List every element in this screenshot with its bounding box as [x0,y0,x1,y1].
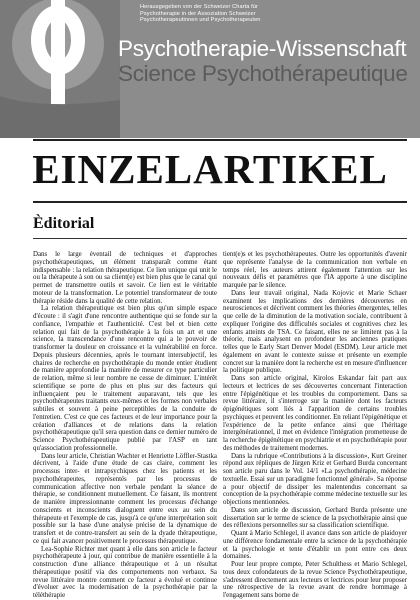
paragraph: Lea-Sophie Richter met quant à elle dans son article le facteur psychothérapeute à jour, qui contribue de manière essentielle à la construction d'une alliance thérapeutique et à un résultat thérapeutique positif via des comportements non verbaux. Sa revue littéraire montre comment ce facteur a évolué et continue d'évoluer avec la modernisation de la psychothérapie par la téléthérapie [33,545,217,599]
paragraph: Pour leur propre compte, Peter Schulthess et Mario Schlegel, tous deux cofondateurs de la revue Science Psychothérapeutique, s'adressent directement aux lecteurs et lectrices pour leur proposer une rétrospective de la revue avant de rendre hommage à l'engagement sans borne de [223,561,407,599]
section-divider [33,238,407,239]
journal-title-de: Psychotherapie-Wissenschaft [118,36,407,61]
publisher-line: Psychotherapeutinnen und Psychotherapeuten [140,17,261,24]
charta-logo-icon [0,0,120,138]
paragraph: Dans son article original, Kirolos Eskandar fait part aux lecteurs et lectrices de ses découvertes concernant l'interaction entre l'épigénétique et les troubles du comportement. Dans sa revue littéraire, il s'interroge sur la manière dont les facteurs épigénétiques sont liés à l'apparition de certains troubles psychiques et peuvent les conditionner. En reliant l'épigénétique et l'expérience de la petite enfance ainsi que l'héritage intergénérationnel, il met en évidence l'intégration prometteuse de la recherche épigénétique en psychiatrie et en psychothérapie pour des méthodes de traitement modernes. [223,375,407,452]
paragraph: Dans le large éventail de techniques et d'approches psychothérapeutiques, un élément transparaît comme étant indispensable : la relation thérapeutique. Ce lien unique qui unit le ou la thérapeute à son ou sa client(e) est bien plus que le canal qui permet de transmettre outils et savoir. Ce lien est le véritable moteur de la transformation. Le potentiel transformateur de toute thérapie réside dans la qualité de cette relation. [33,251,217,305]
rubric-title: EINZELARTIKEL [32,146,388,192]
paragraph: Dans leur article, Christian Wachter et Henriette Löffler-Stastka décrivent, à l'aide d'une étude de cas claire, comment les processus inter- et intrapsychiques chez les patients et les psychothérapeutes, représentés par les processus de communication affective non verbale pendant la séance de thérapie, se conditionnent mutuellement. Ce faisant, ils montrent de manière impressionnante comment les processus d'échange conscients et inconscients dialoguent entre eux au sein du thérapeute et l'exemple de cas, jusqu'à ce qu'une interprétation soit possible sur la base d'une analyse précise de la dynamique de transfert et de contre-transfert au sein de la dyade thérapeutique, ce qui fait avancer positivement le processus thérapeutique. [33,452,217,545]
journal-title-fr: Science Psychothérapeutique [118,61,408,86]
paragraph: Dans la rubrique «Contributions à la discussion», Kurt Greiner répond aux répliques de Jürgen Kriz et Gerhard Burda concernant son article paru dans le Vol. 14/1 «La psychothérapie, médecine textuelle. Essai sur un paradigme fonctionnel général». Sa réponse a pour objectif de dissiper les malentendus concernant sa conception de la psychothérapie comme médecine textuelle sur les objections mentionnées. [223,452,407,506]
right-column [223,251,407,600]
rubric-bottom-rule [33,201,407,203]
left-column [33,251,217,600]
paragraph: Quant à Mario Schlegel, il avance dans son article de plaidoyer une différence fondamentale entre la science de la psychothérapie et la psychologie et tente d'établir un pont entre ces deux domaines. [223,530,407,561]
paragraph: Dans leur travail original, Nada Kojovic et Marie Schaer examinent les implications des dernières découvertes en neurosciences et décrivent comment les théories émergentes, telles que celle de la diminution de la motivation sociale, contribuent à expliquer l'origine des difficultés sociales et cognitives chez les enfants atteints de TSA. Ce faisant, elles ne se limitent pas à la théorie, mais analysent en profondeur les anciennes pratiques telles que le Early Start Denver Model (ESDM). Leur article met également en avant le contexte suisse et présente un exemple concret sur la manière dont la recherche est en mesure d'influencer la politique publique. [223,289,407,375]
section-title: Èditorial [33,215,95,232]
publisher-note [140,4,415,24]
paragraph: Dans son article de discussion, Gerhard Burda présente une dissertation sur le terme de science de la psychothérapie ainsi que des réflexions personnelles sur sa classification scientifique. [223,506,407,530]
publisher-line: Herausgegeben von der Schweizer Charta für [140,4,259,10]
article-body [33,251,407,600]
journal-banner [0,0,420,138]
publisher-line: Psychotherapie in der Assoziation Schweizer [140,10,256,17]
paragraph: La relation thérapeutique est bien plus qu'un simple espace d'écoute : il s'agit d'une rencontre authentique qui se fonde sur la confiance, l'empathie et l'authenticité. C'est bel et bien cette relation qui fait de la psychothérapie à la fois un art et une science, la transcendance d'une rencontre qui a le pouvoir de transformer la douleur en croissance et la vulnérabilité en force. Depuis plusieurs décennies, après le tournant intersubjectif, les chaires de recherche en psychothérapie du monde entier étudient de manière approfondie la manière de mesurer ce type particulier de relation, même si leur nombre ne cesse de diminuer. L'intérêt scientifique se porte de plus en plus sur des facteurs qui influençaient peu le traitement auparavant, tels que les psychothérapeutes traitants eux-mêmes et les formes non verbales subtiles et souvent à peine perceptibles de la conduite de l'entretien. C'est ce que ces facteurs et de leur importance pour la création d'alliances et de relations dans la relation psychothérapeutique qu'il sera question dans ce dernier numéro de Science Psychothérapeutique publié par l'ASP en tant qu'association professionnelle. [33,305,217,452]
paragraph: tient(e)s et les psychothérapeutes. Outre les opportunités d'avenir que représente l'analyse de la communication non verbale en temps réel, les auteurs attirent également l'attention sur les nouveaux défis et paramètres que l'IA apporte à une discipline marquée par le silence. [223,251,407,289]
